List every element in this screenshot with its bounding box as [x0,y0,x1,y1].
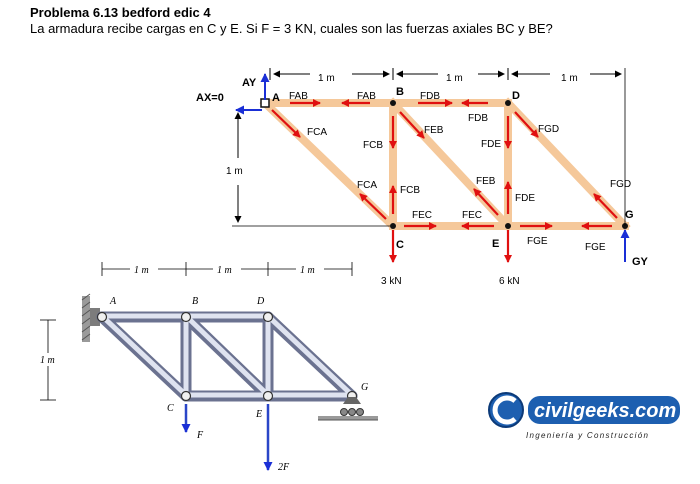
force-label-fde-d: FDE [481,139,501,150]
original-truss-figure [38,262,378,473]
joint-c [390,223,396,229]
force-label-fgd-d: FGD [538,124,560,135]
force-label-fde-e: FDE [515,193,535,204]
logo-tagline: Ingeniería y Construcción [526,431,650,440]
arrow-fca-a [272,110,300,137]
node-label-g: G [625,209,634,221]
reaction-label-ax: AX=0 [196,92,224,104]
orig-node-label-a: A [110,296,117,307]
arrow-feb-b [400,112,424,138]
node-label-e: E [492,238,500,250]
orig-dim-label-span1: 1 m [134,265,149,276]
force-label-fab-a: FAB [289,91,308,102]
force-label-fge-e: FGE [527,236,548,247]
force-label-fcb-b: FCB [363,140,383,151]
fbd-loads [393,230,508,262]
force-label-feb-b: FEB [424,125,444,136]
force-label-fge-g: FGE [585,242,606,253]
load-label-c: 3 kN [381,276,402,287]
force-label-fdb-d: FDB [468,113,488,124]
force-label-fdb-b: FDB [420,91,440,102]
force-label-fca-a: FCA [307,127,327,138]
orig-node-label-c: C [167,403,174,414]
joint-b [390,100,396,106]
orig-node-label-e: E [256,409,263,420]
node-label-b: B [396,86,404,98]
orig-node-label-b: B [192,296,199,307]
problem-title: Problema 6.13 bedford edic 4 [30,5,211,20]
force-label-fcb-c: FCB [400,185,420,196]
force-label-fgd-g: FGD [610,179,632,190]
fbd-joints [261,99,628,229]
dim-label-span2: 1 m [446,73,463,84]
force-label-fab-b: FAB [357,91,376,102]
free-body-diagram [196,68,649,287]
orig-dim-label-span3: 1 m [300,265,315,276]
force-label-fec-c: FEC [412,210,432,221]
dim-label-height: 1 m [226,166,243,177]
joint-a [261,99,269,107]
force-label-feb-e: FEB [476,176,496,187]
orig-load-label-2f: 2F [278,462,290,473]
dim-label-span3: 1 m [561,73,578,84]
load-label-e: 6 kN [499,276,520,287]
node-label-c: C [396,239,404,251]
joint-e [505,223,511,229]
reaction-label-ay: AY [242,77,257,89]
problem-statement: La armadura recibe cargas en C y E. Si F = 3 KN, cuales son las fuerzas axiales BC y BE? [30,21,553,36]
force-label-fec-e: FEC [462,210,482,221]
civilgeeks-logo [489,393,680,440]
joint-d [505,100,511,106]
arrow-fgd-g [594,194,617,218]
orig-dim-label-span2: 1 m [217,265,232,276]
orig-node-label-d: D [257,296,265,307]
orig-dim-label-height: 1 m [40,355,55,366]
arrow-fgd-d [515,112,538,137]
force-label-fca-c: FCA [357,180,377,191]
orig-load-label-f: F [197,430,204,441]
arrow-fca-c [360,194,386,219]
orig-node-label-g: G [361,382,369,393]
dim-label-span1: 1 m [318,73,335,84]
logo-brand: civilgeeks.com [534,400,677,422]
fbd-members [265,103,625,226]
node-label-a: A [272,92,280,104]
node-label-d: D [512,90,520,102]
reaction-label-gy: GY [632,256,648,268]
